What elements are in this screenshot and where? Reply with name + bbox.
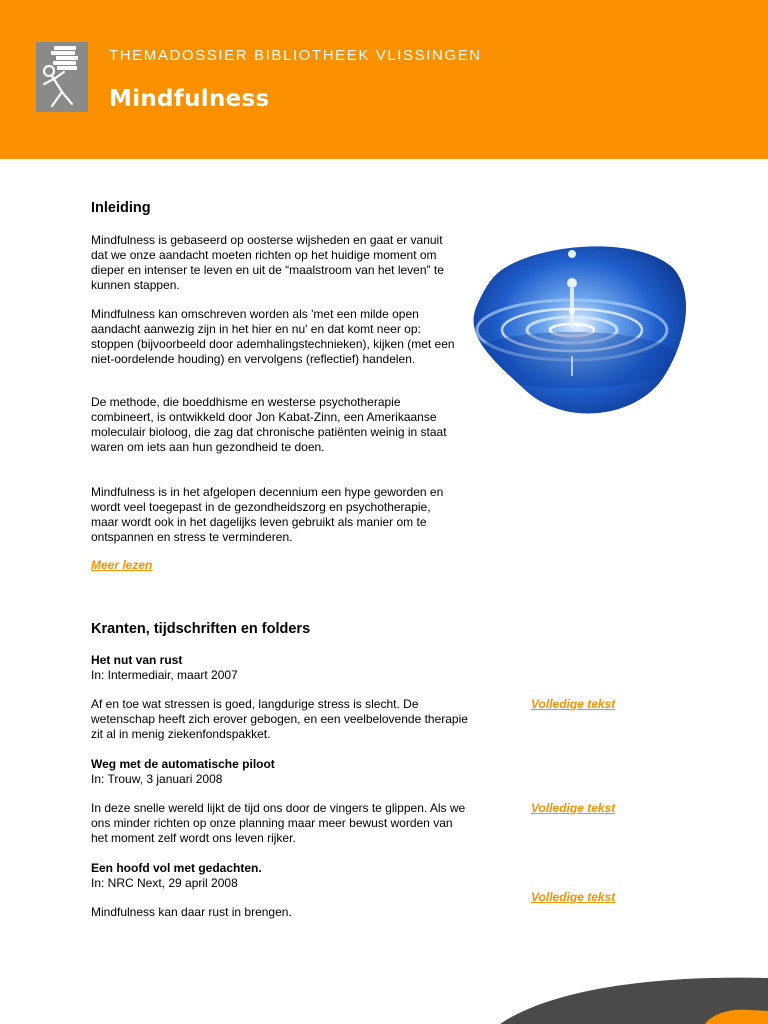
article-description-2: In deze snelle wereld lijkt de tijd ons door de vingers te glippen. Als we ons minder richten op onze planning maar meer bewust worden van het moment zelf wordt ons leven rijker. — [91, 801, 466, 845]
article-description-3: Mindfulness kan daar rust in brengen. — [91, 905, 292, 919]
intro-paragraph-1: Mindfulness is gebaseerd op oosterse wijsheden en gaat er vanuit dat we onze aandacht moeten richten op het huidige moment om dieper en intenser te leven en uit de “maalstroom van het leven” te kunnen stappen. — [91, 233, 444, 292]
press-heading: Kranten, tijdschriften en folders — [91, 621, 311, 637]
water-drop-image — [468, 238, 688, 420]
corner-decoration — [480, 970, 768, 1024]
intro-paragraph-2: Mindfulness kan omschreven worden als 'met een milde open aandacht aanwezig zijn in het hier en nu' en dat komt neer op: stoppen (bijvoorbeeld door ademhalingstechnieken), kijken (met een niet-oordelende houding) en vervolgens (reflectief) handelen. — [91, 307, 455, 366]
intro-heading: Inleiding — [91, 200, 151, 216]
article-title-2: Weg met de automatische piloot — [91, 757, 275, 771]
full-text-link-2[interactable]: Volledige tekst — [531, 801, 616, 815]
header-banner — [0, 0, 768, 159]
page-title: Mindfulness — [109, 86, 270, 112]
article-source-3: In: NRC Next, 29 april 2008 — [91, 876, 238, 890]
article-title-1: Het nut van rust — [91, 653, 183, 667]
article-source-2: In: Trouw, 3 januari 2008 — [91, 772, 223, 786]
intro-paragraph-3: De methode, die boeddhisme en westerse psychotherapie combineert, is ontwikkeld door Jon Kabat-Zinn, een Amerikaanse moleculair bioloog, die zag dat chronische patiënten weinig in staat waren om iets aan hun gezondheid te doen. — [91, 395, 447, 454]
article-description-1: Af en toe wat stressen is goed, langdurige stress is slecht. De wetenschap heeft zich erover gebogen, en een veelbelovende therapie zit al in menig ziekenfondspakket. — [91, 697, 468, 741]
library-reader-icon — [36, 42, 88, 112]
full-text-link-1[interactable]: Volledige tekst — [531, 697, 616, 711]
article-title-3: Een hoofd vol met gedachten. — [91, 861, 262, 875]
organization-name: THEMADOSSIER BIBLIOTHEEK VLISSINGEN — [109, 47, 482, 64]
intro-paragraph-4: Mindfulness is in het afgelopen decennium een hype geworden en wordt veel toegepast in de gezondheidszorg en psychotherapie, maar wordt ook in het dagelijks leven gebruikt als manier om te ontspannen en stress te verminderen. — [91, 485, 444, 544]
read-more-link[interactable]: Meer lezen — [91, 558, 153, 572]
article-source-1: In: Intermediair, maart 2007 — [91, 668, 238, 682]
full-text-link-3[interactable]: Volledige tekst — [531, 890, 616, 904]
